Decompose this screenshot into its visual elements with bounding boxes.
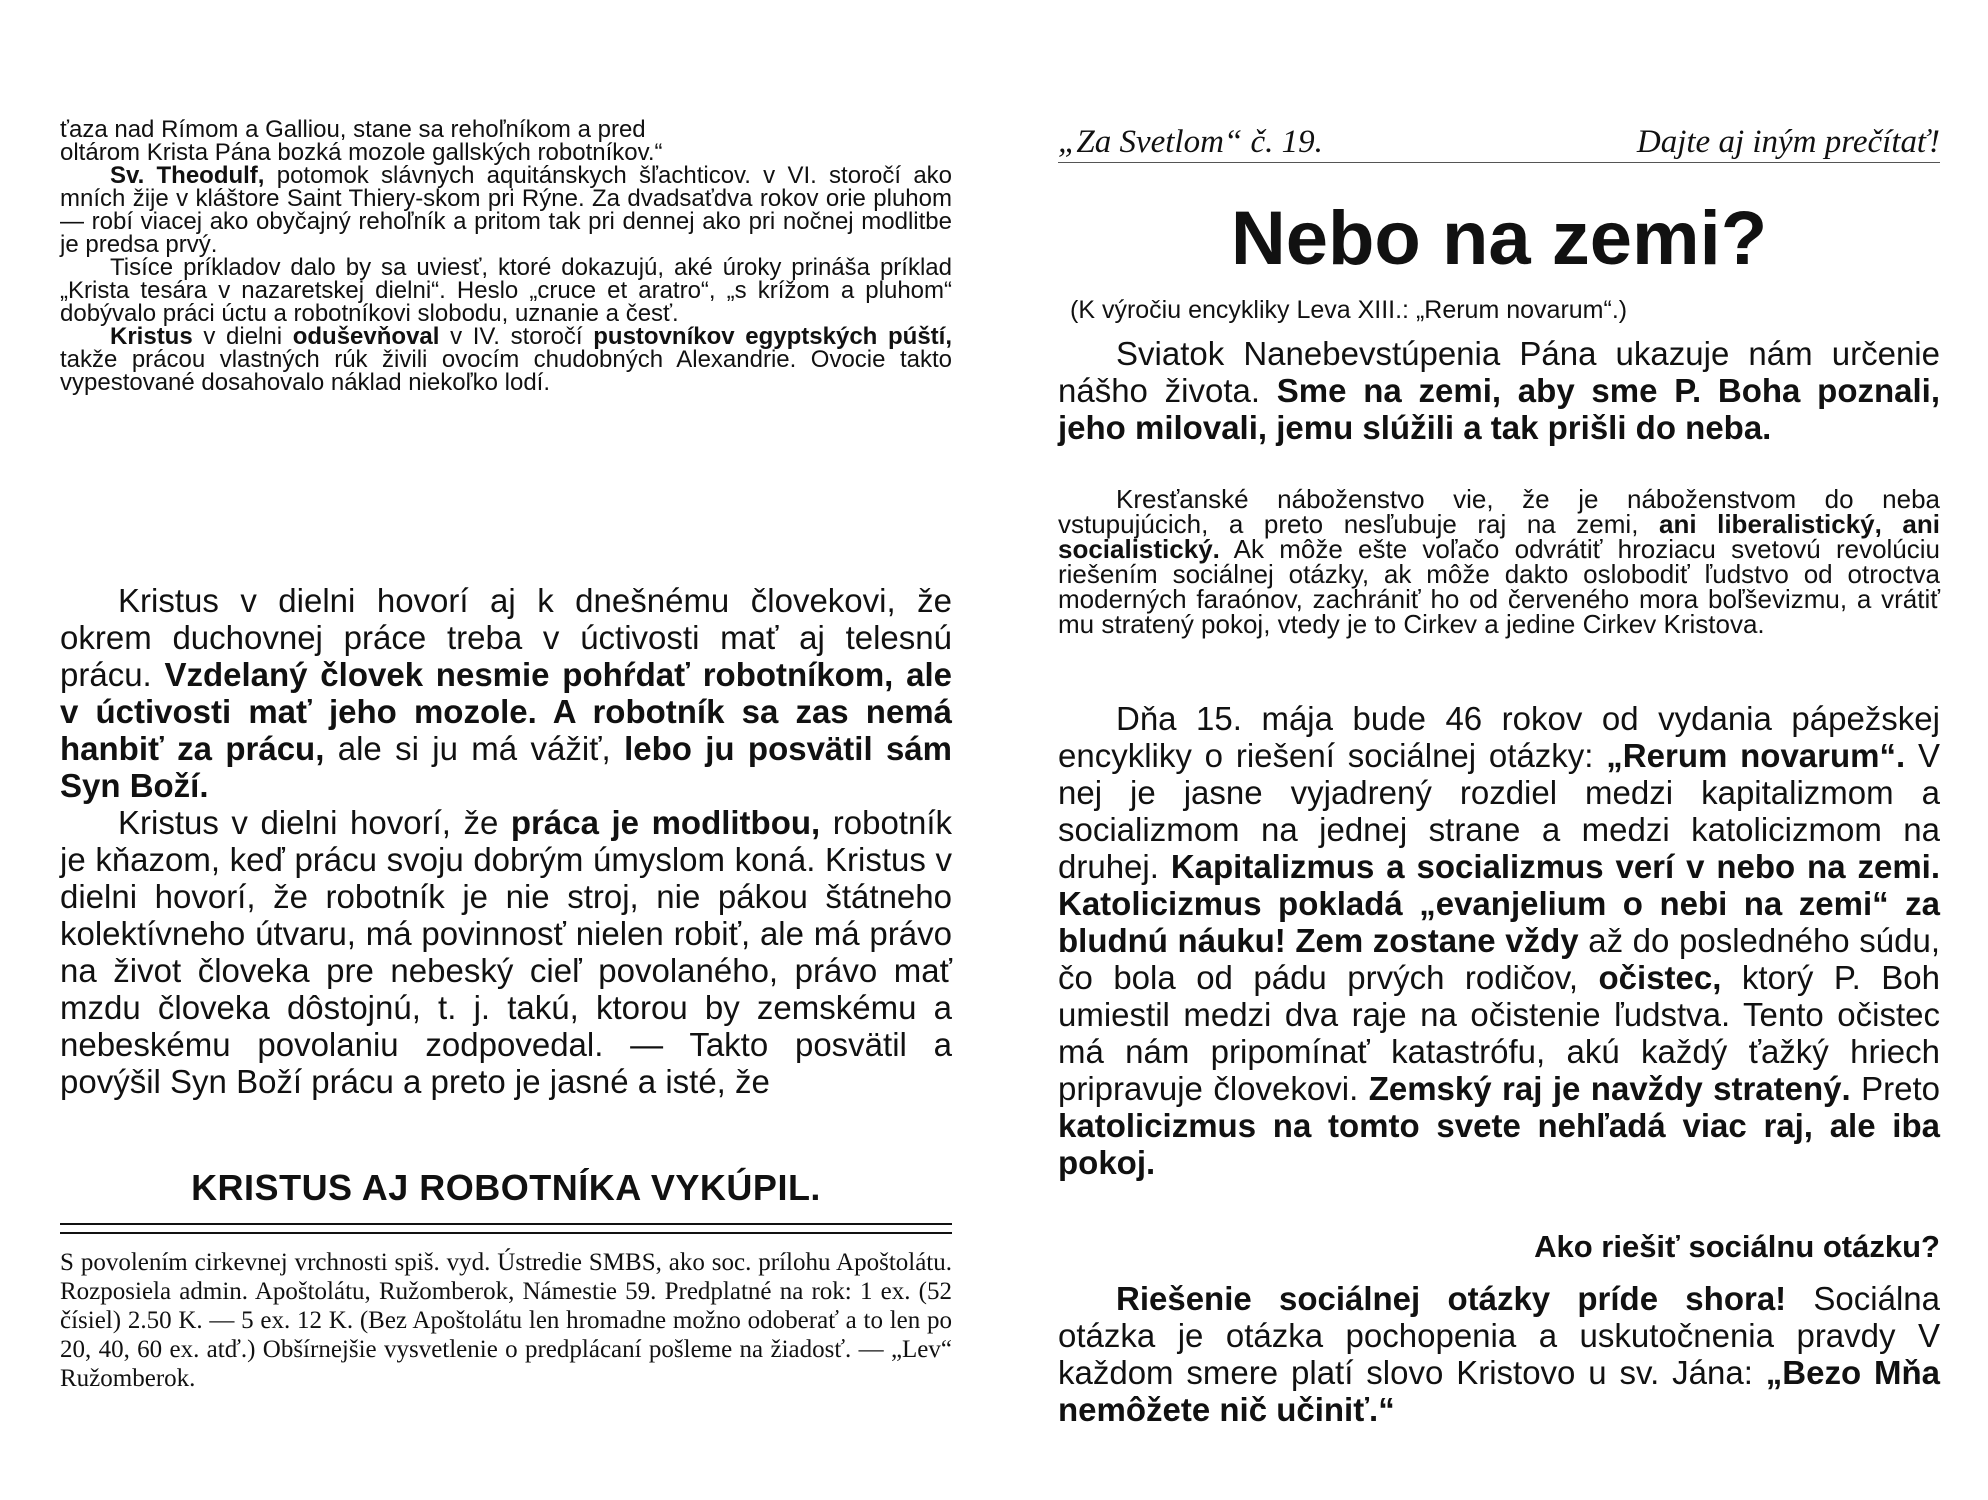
right-p2-text2: Ak môže ešte voľačo odvrátiť hroziacu svetovú revolúciu riešením sociálnej otázky, ak môže dakto oslobodiť ľudstvo od otroctva moderných faraónov, zachrániť ho od červeného mora boľševizmu, a vrátiť mu stratený pokoj, vtedy je to Cirkev a jedine Cirkev Kristova. (1058, 534, 1940, 639)
section-question-heading: Ako riešiť sociálnu otázku? (1534, 1229, 1940, 1264)
left-p5-text1: Kristus v dielni hovorí aj k dnešnému človekovi, že okrem duchovnej práce treba v úctivosti mať aj telesnú prácu. (60, 582, 952, 693)
left-p4-text1: v dielni (192, 323, 293, 350)
right-p3-text1: Dňa 15. mája bude 46 rokov od vydania pápežskej encykliky o riešení sociálnej otázky: (1058, 700, 1940, 774)
divider-rule-top (60, 1223, 952, 1225)
right-p1-text1: Sviatok Nanebevstúpenia Pána ukazuje nám určenie nášho života. (1058, 335, 1940, 409)
left-p2 (60, 164, 952, 256)
right-p4-para (1058, 1280, 1940, 1428)
left-p1-line1: ťaza nad Rímom a Galliou, stane sa rehoľníkom a pred (60, 116, 646, 143)
right-p3-text4: ktorý P. Boh umiestil medzi dva raje na očistenie ľudstva. Tento očistec má nám pripomínať katastrófu, akú každý ťažký hriech pripravuje človekovi. (1058, 959, 1940, 1107)
right-p4 (1058, 1280, 1940, 1428)
header-rule (1058, 162, 1940, 163)
right-p1-para (1058, 335, 1940, 446)
divider-rule-bottom (60, 1232, 952, 1234)
header-publication: „Za Svetlom“ č. 19. (1058, 124, 1323, 160)
left-p6 (60, 804, 952, 1100)
left-p1-line2: oltárom Krista Pána bozká mozole gallských robotníkov.“ (60, 139, 663, 166)
right-p4-bold2: „Bezo Mňa nemôžete nič učiniť.“ (1058, 1354, 1940, 1428)
right-p3-bold2: Kapitalizmus a socializmus verí v nebo na zemi. Katolicizmus pokladá „evanjelium o nebi na zemi“ za bludnú náuku! Zem zostane vždy (1058, 848, 1941, 959)
right-p3-text5: Preto (1850, 1070, 1941, 1107)
left-p4 (60, 325, 952, 394)
running-header (1058, 124, 1940, 161)
right-p2-text1: Kresťanské náboženstvo vie, že je náboženstvom do neba vstupujúcich, a preto nesľubuje raj na zemi, (1058, 484, 1940, 539)
right-p3-bold1: „Rerum novarum“. (1606, 737, 1906, 774)
right-p4-bold1: Riešenie sociálnej otázky príde shora! (1116, 1280, 1787, 1317)
left-p3: Tisíce príkladov dalo by sa uviesť, ktoré dokazujú, aké úroky prináša príklad „Krista tesára v nazaretskej dielni“. Heslo „cruce et aratro“, „s krížom a pluhom“ dobývalo práci úctu a robotníkovi slobodu, uznanie a česť. (60, 254, 952, 327)
right-p1 (1058, 335, 1940, 446)
right-p2-para (1058, 484, 1940, 639)
right-p3-text2: V nej je jasne vyjadrený rozdiel medzi kapitalizmom a socializmom na jednej strane a medzi katolicizmom na druhej. (1058, 737, 1940, 885)
right-p4-text1: Sociálna otázka je otázka pochopenia a uskutočnenia pravdy V každom smere platí slovo Kristovo u sv. Jána: (1058, 1280, 1940, 1391)
right-p3 (1058, 700, 1940, 1181)
left-p6-text1: Kristus v dielni hovorí, že (118, 804, 511, 841)
right-p2 (1058, 484, 1940, 639)
right-p3-bold5: katolicizmus na tomto svete nehľadá viac raj, ale iba pokoj. (1058, 1107, 1940, 1181)
imprint-notice: S povolením cirkevnej vrchnosti spiš. vyd. Ústredie SMBS, ako soc. prílohu Apoštolátu. Rozposiela admin. Apoštolátu, Ružomberok, Námestie 59. Predplatné na rok: 1 ex. (52 čísiel) 2.50 K. — 5 ex. 12 K. (Bez Apoštolátu len hromadne možno odoberať a to len po 20, 40, 60 ex. atď.) Obšírnejšie vysvetlenie o predplácaní pošleme na žiadosť. — „Lev“ Ružomberok. (60, 1249, 952, 1392)
left-p6-text2: robotník je kňazom, keď prácu svoju dobrým úmyslom koná. Kristus v dielni hovorí, že robotník je nie stroj, nie pákou štátneho kolektívneho útvaru, má povinnosť nielen robiť, ale má právo na život človeka pre nebeský cieľ povolaného, právo mať mzdu človeka dôstojnú, t. j. takú, ktorou by zemskému a nebeskému povolaniu zodpovedal. — Takto posvätil a povýšil Syn Boží prácu a preto je jasné a isté, že (60, 804, 952, 1100)
left-p5-bold2: lebo ju posvätil sám Syn Boží. (60, 730, 952, 804)
left-p2-text: potomok slávnych aquitánskych šľachticov. v VI. storočí ako mních žije v kláštore Saint Thiery-skom pri Rýne. Za dvadsaťdva rokov orie pluhom — robí viacej ako obyčajný rehoľník a pritom tak pri dennej ako pri nočnej modlitbe je predsa prvý. (60, 162, 953, 258)
left-p4-text3: takže prácou vlastných rúk živili ovocím chudobných Alexandrie. Ovocie takto vypestované dosahovalo náklad niekoľko lodí. (60, 346, 952, 396)
left-p5-bold1: Vzdelaný človek nesmie pohŕdať robotníkom, ale v úctivosti mať jeho mozole. A robotník sa zas nemá hanbiť za prácu, (60, 656, 952, 767)
left-p6-bold1: práca je modlitbou, (510, 804, 821, 841)
left-p5 (60, 582, 952, 804)
article-subtitle: (K výročiu encykliky Leva XIII.: „Rerum novarum“.) (1070, 296, 1628, 324)
right-p3-para (1058, 700, 1940, 1181)
right-p3-bold4: Zemský raj je navždy stratený. (1368, 1070, 1851, 1107)
left-p4-bold3: pustovníkov egyptských púští, (593, 323, 952, 350)
right-p3-text3: až do posledného súdu, čo bola od pádu prvých rodičov, (1058, 922, 1940, 996)
left-p1 (60, 118, 952, 164)
left-p2-bold: Sv. Theodulf, (110, 162, 265, 189)
right-p1-bold1: Sme na zemi, aby sme P. Boha poznali, jeho milovali, jemu slúžili a tak prišli do neba. (1058, 372, 1940, 446)
left-p4-bold2: oduševňoval (292, 323, 440, 350)
article-title: Nebo na zemi? (1230, 196, 1768, 281)
left-lower-text (60, 582, 952, 1100)
header-motto: Dajte aj iným prečítať! (1636, 124, 1940, 160)
left-p4-text2: v IV. storočí (439, 323, 594, 350)
right-p2-bold1: ani liberalistický, ani socialistický. (1058, 509, 1940, 564)
left-p5-text2: ale si ju má vážiť, (324, 730, 625, 767)
left-closing-heading: KRISTUS AJ ROBOTNÍKA VYKÚPIL. (191, 1167, 821, 1208)
left-p4-bold1: Kristus (110, 323, 193, 350)
right-p3-bold3: očistec, (1598, 959, 1722, 996)
left-upper-text (60, 118, 952, 394)
